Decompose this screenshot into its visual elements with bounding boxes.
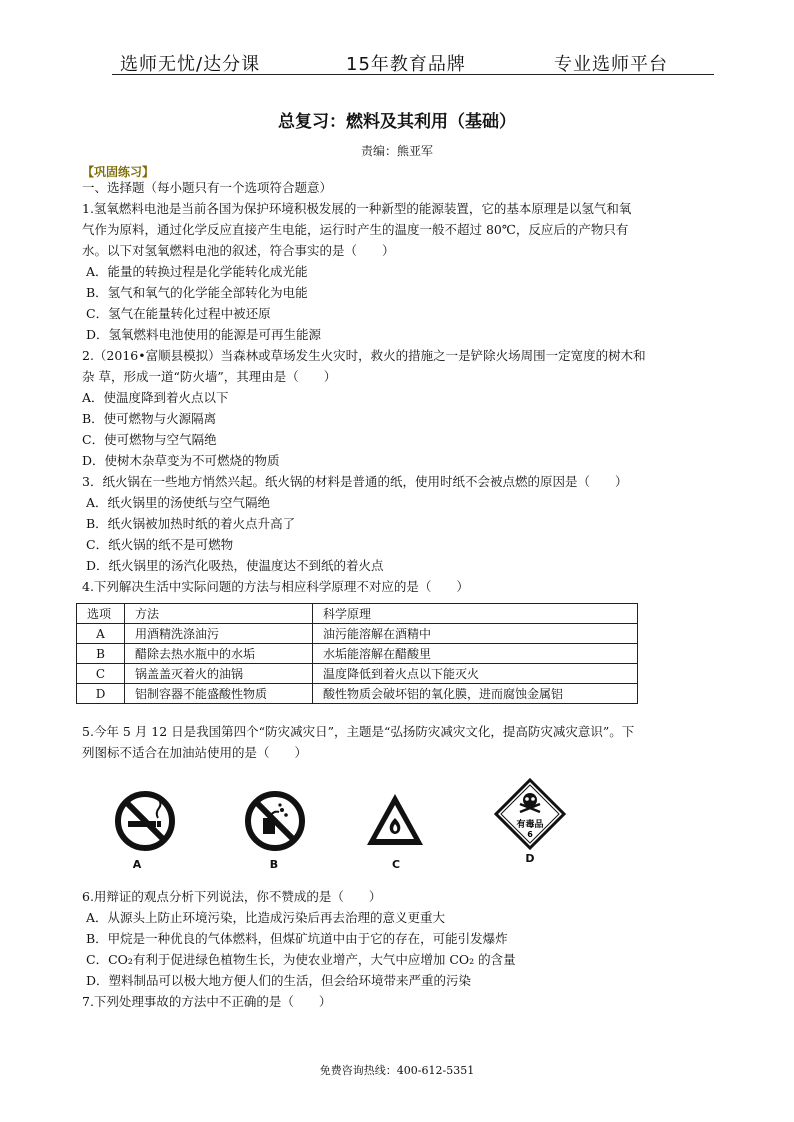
q2-option-b: B．使可燃物与火源隔离: [82, 411, 217, 426]
header-divider: [112, 74, 714, 75]
table-header-cell: 选项: [77, 604, 125, 624]
table-cell: 水垢能溶解在醋酸里: [313, 644, 638, 664]
q2-line-1: 2.（2016•富顺县模拟）当森林或草场发生火灾时，救火的措施之一是铲除火场周围一定宽度的树木和: [82, 348, 646, 363]
table-header-row: [77, 604, 638, 624]
q6-option-d: D．塑料制品可以极大地方便人们的生活，但会给环境带来严重的污染: [86, 973, 472, 988]
toxic-sign-text: 有毒品: [516, 820, 544, 830]
table-cell: A: [77, 624, 125, 644]
q3-option-c: C．纸火锅的纸不是可燃物: [86, 537, 234, 552]
q5-line-1: 5.今年 5 月 12 日是我国第四个“防灾减灾日”，主题是“弘扬防灾减灾文化，提高防灾减灾意识”。下: [82, 724, 635, 739]
q2-line-2: 杂 草，形成一道“防火墙”，其理由是（ ）: [82, 369, 337, 384]
icon-label-b: B: [269, 858, 279, 871]
table-cell: B: [77, 644, 125, 664]
table-cell: 酸性物质会破坏铝的氧化膜，进而腐蚀金属铝: [313, 684, 638, 704]
q1-option-c: C．氢气在能量转化过程中被还原: [86, 306, 271, 321]
flammable-warning-icon: [364, 790, 426, 852]
table-cell: 锅盖盖灭着火的油锅: [125, 664, 313, 684]
q2-option-a: A．使温度降到着火点以下: [82, 390, 229, 405]
q5-line-2: 列图标不适合在加油站使用的是（ ）: [82, 745, 308, 760]
header-center: 15年教育品牌: [346, 54, 466, 75]
q1-line-2: 气作为原料，通过化学反应直接产生电能，运行时产生的温度一般不超过 80℃，反应后的产物只有: [82, 222, 629, 237]
header-right: 专业选师平台: [554, 54, 668, 75]
q4-table: [76, 603, 638, 704]
toxic-sign-number: 6: [527, 830, 533, 839]
header-left: 选师无忧/达分课: [120, 54, 261, 75]
toxic-substance-icon: [494, 778, 566, 850]
no-smoking-icon: [114, 790, 176, 852]
q3-option-d: D．纸火锅里的汤汽化吸热，使温度达不到纸的着火点: [86, 558, 384, 573]
editor-credit: 责编：熊亚军: [360, 144, 433, 158]
q6-option-c: C．CO₂有利于促进绿色植物生长，为使农业增产，大气中应增加 CO₂ 的含量: [86, 952, 516, 967]
q3-option-a: A．纸火锅里的汤使纸与空气隔绝: [86, 495, 271, 510]
q1-option-b: B．氢气和氧气的化学能全部转化为电能: [86, 285, 308, 300]
q2-option-d: D．使树木杂草变为不可燃烧的物质: [82, 453, 280, 468]
q1-option-d: D．氢氧燃料电池使用的能源是可再生能源: [86, 327, 322, 342]
q2-option-c: C．使可燃物与空气隔绝: [82, 432, 217, 447]
table-row: [77, 664, 638, 684]
q1-line-1: 1.氢氧燃料电池是当前各国为保护环境积极发展的一种新型的能源装置，它的基本原理是以氢气和氧: [82, 201, 632, 216]
table-cell: 温度降低到着火点以下能灭火: [313, 664, 638, 684]
table-row: [77, 624, 638, 644]
table-row: [77, 644, 638, 664]
q3-option-b: B．纸火锅被加热时纸的着火点升高了: [86, 516, 296, 531]
table-header-cell: 方法: [125, 604, 313, 624]
table-cell: 醋除去热水瓶中的水垢: [125, 644, 313, 664]
q6-option-a: A．从源头上防止环境污染，比造成污染后再去治理的意义更重大: [86, 910, 446, 925]
no-fireworks-icon: [244, 790, 306, 852]
page-title: 总复习：燃料及其利用（基础）: [278, 112, 516, 132]
table-cell: D: [77, 684, 125, 704]
section-label: 【巩固练习】: [82, 165, 155, 179]
q1-option-a: A．能量的转换过程是化学能转化成光能: [86, 264, 308, 279]
footer-hotline: 免费咨询热线：400-612-5351: [319, 1064, 475, 1077]
table-header-cell: 科学原理: [313, 604, 638, 624]
q3-line-1: 3．纸火锅在一些地方悄然兴起。纸火锅的材料是普通的纸，使用时纸不会被点燃的原因是（ ）: [82, 474, 628, 489]
q6-option-b: B．甲烷是一种优良的气体燃料，但煤矿坑道中由于它的存在，可能引发爆炸: [86, 931, 508, 946]
icon-label-d: D: [525, 852, 535, 865]
q6-line-1: 6.用辩证的观点分析下列说法，你不赞成的是（ ）: [82, 889, 382, 904]
table-cell: 铝制容器不能盛酸性物质: [125, 684, 313, 704]
part-title: 一、选择题（每小题只有一个选项符合题意）: [82, 180, 333, 195]
icon-label-a: A: [132, 858, 142, 871]
q4-line-1: 4.下列解决生活中实际问题的方法与相应科学原理不对应的是（ ）: [82, 579, 469, 594]
q1-line-3: 水。以下对氢氧燃料电池的叙述，符合事实的是（ ）: [82, 243, 395, 258]
table-row: [77, 684, 638, 704]
table-cell: 油污能溶解在酒精中: [313, 624, 638, 644]
icon-label-c: C: [391, 858, 401, 871]
table-cell: C: [77, 664, 125, 684]
q7-line-1: 7.下列处理事故的方法中不正确的是（ ）: [82, 994, 332, 1009]
table-cell: 用酒精洗涤油污: [125, 624, 313, 644]
